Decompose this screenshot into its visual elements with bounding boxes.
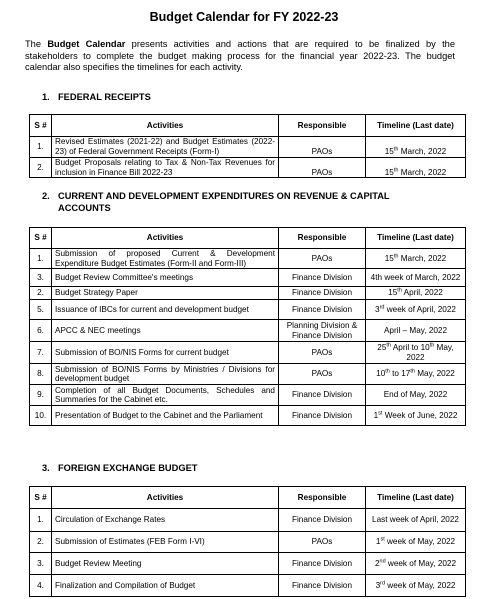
- table-row: [30, 406, 466, 426]
- responsible-cell: PAOs: [279, 249, 366, 269]
- table-header-row: [30, 228, 466, 249]
- timeline-cell: [366, 575, 466, 597]
- table-row: [30, 532, 466, 553]
- table-row: [30, 137, 466, 158]
- activity-cell: APCC & NEC meetings: [52, 320, 279, 342]
- column-header-activities: Activities: [52, 115, 279, 137]
- activity-cell: Completion of all Budget Documents, Schedules and Summaries for the Cabinet etc.: [52, 385, 279, 406]
- timeline-text: 3: [375, 580, 381, 590]
- intro-text-post: presents activities and actions that are required to be finalized by the stakeholders to complete the budget making process for the financial year 2022-23. The budget calendar also specifies the timelines for each activity.: [25, 39, 456, 73]
- table-header-row: [30, 487, 466, 509]
- responsible-cell: Finance Division: [279, 406, 366, 426]
- table-row: [30, 158, 466, 178]
- timeline-text: April, 2022: [401, 288, 443, 298]
- row-number: 2.: [30, 287, 52, 300]
- responsible-cell: Finance Division: [279, 385, 366, 406]
- responsible-cell: PAOs: [279, 532, 366, 553]
- column-header-timeline: Timeline (Last date): [366, 115, 466, 137]
- table-header-row: [30, 115, 466, 137]
- timeline-text: 15: [384, 253, 394, 263]
- responsible-cell: Finance Division: [279, 300, 366, 320]
- table-row: [30, 385, 466, 406]
- activity-cell: Budget Strategy Paper: [52, 287, 279, 300]
- timeline-cell: [366, 553, 466, 575]
- timeline-cell: [366, 364, 466, 385]
- row-number: 6.: [30, 320, 52, 342]
- foreign-exchange-table: [29, 486, 466, 597]
- table-row: [30, 320, 466, 342]
- timeline-text: 1: [375, 537, 381, 547]
- page-title: Budget Calendar for FY 2022-23: [149, 10, 339, 24]
- timeline-cell: [366, 320, 466, 342]
- ordinal-suffix: st: [380, 536, 385, 543]
- responsible-cell: PAOs: [279, 342, 366, 364]
- timeline-text: week of May, 2022: [385, 580, 456, 590]
- row-number: 2.: [30, 532, 52, 553]
- row-number: 8.: [30, 364, 52, 385]
- activity-cell: Circulation of Exchange Rates: [52, 509, 279, 532]
- activity-cell: Issuance of IBCs for current and development budget: [52, 300, 279, 320]
- table-row: [30, 553, 466, 575]
- column-header-sno: S #: [30, 115, 52, 137]
- responsible-cell: Finance Division: [279, 269, 366, 287]
- timeline-text: to 17: [389, 369, 411, 379]
- row-number: 3.: [30, 269, 52, 287]
- ordinal-suffix: st: [378, 410, 383, 417]
- ordinal-suffix: th: [393, 253, 399, 260]
- table-row: [30, 300, 466, 320]
- federal-receipts-table: [29, 114, 466, 178]
- activity-cell: Submission of proposed Current & Development Expenditure Budget Estimates (Form-II and Form-III): [52, 249, 279, 269]
- timeline-text: Week of June, 2022: [382, 410, 458, 420]
- row-number: 10.: [30, 406, 52, 426]
- ordinal-suffix: th: [393, 166, 399, 173]
- timeline-text: Last week of April, 2022: [372, 515, 459, 525]
- row-number: 5.: [30, 300, 52, 320]
- column-header-activities: Activities: [52, 228, 279, 249]
- activity-cell: Revised Estimates (2021-22) and Budget Estimates (2022-23) of Federal Government Receipts (Form-I): [52, 137, 279, 158]
- timeline-text: 15: [384, 167, 394, 177]
- ordinal-suffix: th: [410, 368, 415, 375]
- row-number: 3.: [30, 553, 52, 575]
- row-number: 4.: [30, 575, 52, 597]
- timeline-text: April – May, 2022: [383, 325, 448, 335]
- column-header-activities: Activities: [52, 487, 279, 509]
- ordinal-suffix: nd: [379, 557, 386, 564]
- ordinal-suffix: th: [393, 146, 399, 153]
- responsible-cell: PAOs: [279, 364, 366, 385]
- table-row: [30, 575, 466, 597]
- section-number: 2.: [42, 191, 50, 201]
- table-row: [30, 509, 466, 532]
- ordinal-suffix: rd: [380, 579, 386, 586]
- activity-cell: Submission of BO/NIS Forms by Ministries / Divisions for development budget: [52, 364, 279, 385]
- responsible-cell: Finance Division: [279, 509, 366, 532]
- activity-cell: Presentation of Budget to the Cabinet and the Parliament: [52, 406, 279, 426]
- intro-text-bold: Budget Calendar: [47, 39, 126, 49]
- timeline-text: week of May, 2022: [384, 537, 456, 547]
- timeline-cell: [366, 269, 466, 287]
- ordinal-suffix: rd: [379, 304, 385, 311]
- timeline-cell: [366, 137, 466, 158]
- timeline-text: 2: [374, 558, 380, 568]
- row-number: 7.: [30, 342, 52, 364]
- column-header-responsible: Responsible: [279, 115, 366, 137]
- row-number: 9.: [30, 385, 52, 406]
- timeline-text: 3: [375, 304, 380, 314]
- timeline-cell: [366, 287, 466, 300]
- timeline-text: week of April, 2022: [384, 304, 456, 314]
- timeline-cell: [366, 342, 466, 364]
- timeline-text: May, 2022: [414, 369, 455, 379]
- timeline-text: 15: [384, 147, 394, 157]
- table-row: [30, 342, 466, 364]
- activity-cell: Budget Review Committee's meetings: [52, 269, 279, 287]
- section-title: CURRENT AND DEVELOPMENT EXPENDITURES ON REVENUE & CAPITAL ACCOUNTS: [58, 191, 390, 213]
- timeline-text: March, 2022: [398, 253, 447, 263]
- activity-cell: Submission of Estimates (FEB Form I-VI): [52, 532, 279, 553]
- timeline-text: 10: [376, 369, 386, 379]
- intro-text-pre: The: [25, 39, 48, 49]
- section-number: 1.: [42, 92, 50, 102]
- timeline-text: 4th week of March, 2022: [370, 272, 461, 282]
- ordinal-suffix: th: [429, 342, 435, 349]
- activity-cell: Budget Review Meeting: [52, 553, 279, 575]
- row-number: 2.: [30, 158, 52, 178]
- responsible-cell: Planning Division & Finance Division: [279, 320, 366, 342]
- column-header-sno: S #: [30, 487, 52, 509]
- timeline-text: 25: [377, 343, 387, 353]
- row-number: 1.: [30, 137, 52, 158]
- current-development-table: [29, 227, 466, 426]
- timeline-text: week of May, 2022: [385, 558, 457, 568]
- timeline-cell: [366, 509, 466, 532]
- timeline-cell: [366, 300, 466, 320]
- ordinal-suffix: th: [385, 368, 390, 375]
- responsible-cell: PAOs: [279, 158, 366, 178]
- timeline-text: April to 10: [391, 343, 430, 353]
- intro-paragraph: [25, 39, 455, 74]
- column-header-sno: S #: [30, 228, 52, 249]
- responsible-cell: Finance Division: [279, 553, 366, 575]
- section-number: 3.: [42, 463, 50, 473]
- table-row: [30, 249, 466, 269]
- ordinal-suffix: th: [386, 342, 391, 349]
- timeline-text: 15: [388, 288, 398, 298]
- column-header-timeline: Timeline (Last date): [366, 487, 466, 509]
- column-header-responsible: Responsible: [279, 228, 366, 249]
- row-number: 1.: [30, 509, 52, 532]
- timeline-cell: [366, 249, 466, 269]
- activity-cell: Submission of BO/NIS Forms for current budget: [52, 342, 279, 364]
- section-title: FEDERAL RECEIPTS: [58, 92, 151, 102]
- table-row: [30, 364, 466, 385]
- timeline-cell: [366, 532, 466, 553]
- row-number: 1.: [30, 249, 52, 269]
- timeline-cell: [366, 158, 466, 178]
- responsible-cell: Finance Division: [279, 287, 366, 300]
- column-header-responsible: Responsible: [279, 487, 366, 509]
- section-title: FOREIGN EXCHANGE BUDGET: [58, 463, 198, 473]
- timeline-cell: [366, 385, 466, 406]
- ordinal-suffix: th: [397, 287, 402, 294]
- timeline-cell: [366, 406, 466, 426]
- column-header-timeline: Timeline (Last date): [366, 228, 466, 249]
- table-row: [30, 287, 466, 300]
- responsible-cell: Finance Division: [279, 575, 366, 597]
- timeline-text: 1: [373, 410, 379, 420]
- timeline-text: March, 2022: [398, 167, 447, 177]
- responsible-cell: PAOs: [279, 137, 366, 158]
- activity-cell: Budget Proposals relating to Tax & Non-Tax Revenues for inclusion in Finance Bill 2022-23: [52, 158, 279, 178]
- timeline-text: March, 2022: [398, 147, 447, 157]
- timeline-text: May, 2022: [406, 343, 454, 362]
- activity-cell: Finalization and Compilation of Budget: [52, 575, 279, 597]
- timeline-text: End of May, 2022: [383, 390, 448, 400]
- table-row: [30, 269, 466, 287]
